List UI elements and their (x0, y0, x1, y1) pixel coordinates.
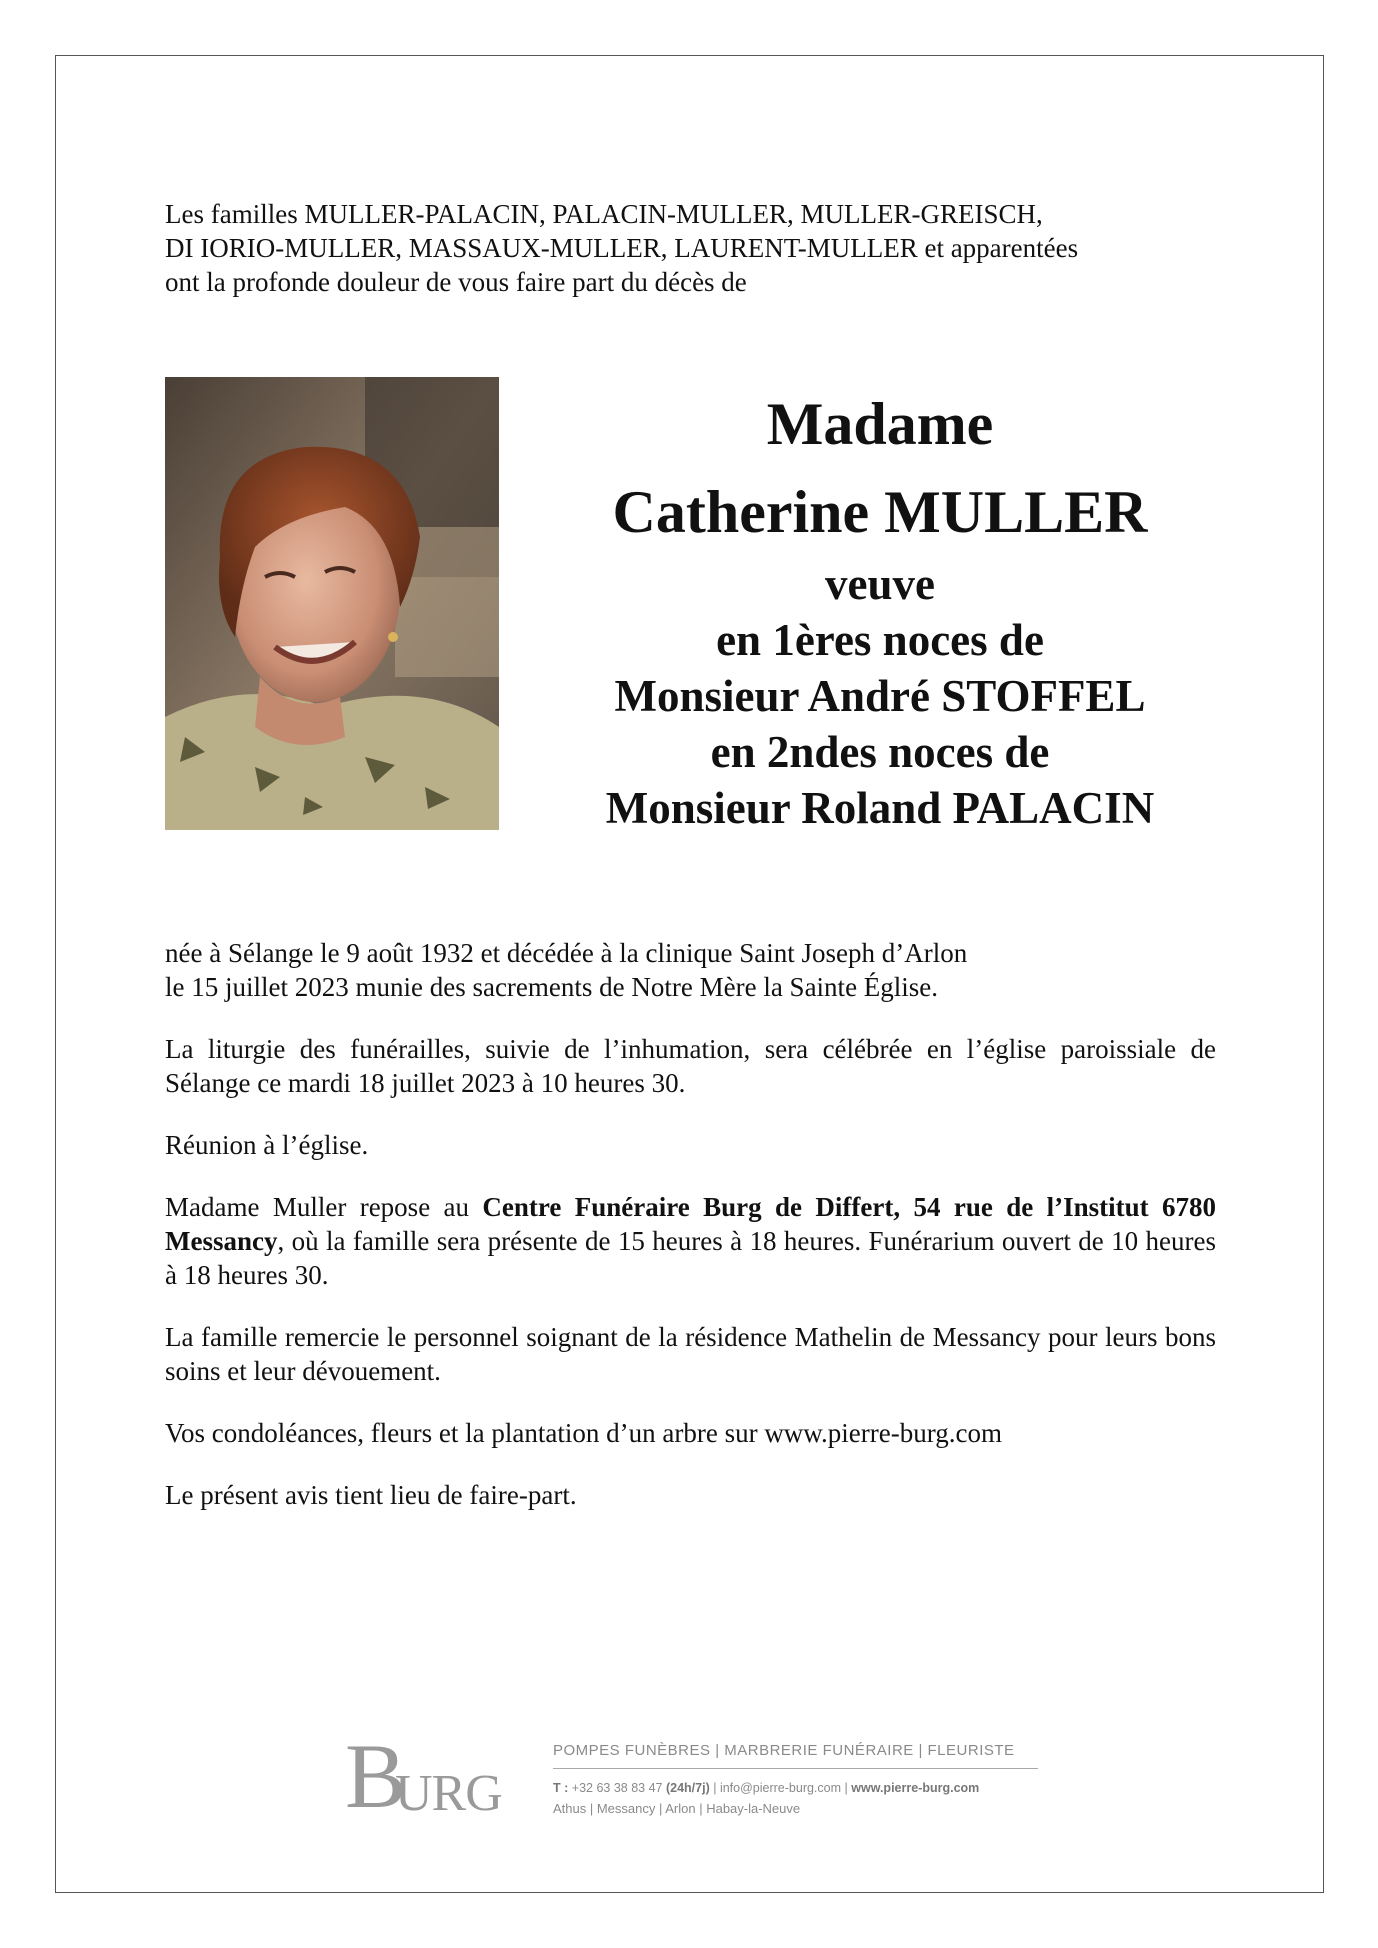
portrait-photo (165, 377, 499, 830)
phone-label: T : (553, 1781, 569, 1795)
services-line: POMPES FUNÈBRES | MARBRERIE FUNÉRAIRE | FLEURISTE (553, 1742, 1038, 1769)
cities-line: Athus | Messancy | Arlon | Habay-la-Neuve (553, 1801, 801, 1816)
email-link[interactable]: info@pierre-burg.com (719, 1781, 842, 1795)
intro-line: Les familles MULLER-PALACIN, PALACIN-MULLER, MULLER-GREISCH, (165, 199, 1043, 229)
logo-letters-urg: URG (395, 1765, 502, 1822)
funeral-home-footer (345, 1725, 1045, 1830)
heading-line: Monsieur André STOFFEL (614, 671, 1146, 721)
intro-line: ont la profonde douleur de vous faire part du décès de (165, 267, 747, 297)
birth-death-paragraph (165, 936, 1216, 1004)
thanks-paragraph: La famille remercie le personnel soignant de la résidence Mathelin de Messancy pour leurs bons soins et leur dévouement. (165, 1322, 1216, 1386)
heading-line: en 1ères noces de (716, 615, 1044, 665)
intro-line: DI IORIO-MULLER, MASSAUX-MULLER, LAURENT-MULLER et apparentées (165, 233, 1079, 263)
heading-line: Monsieur Roland PALACIN (605, 783, 1155, 833)
logo-letter-b: B (345, 1725, 407, 1827)
birth-line: née à Sélange le 9 août 1932 et décédée à la clinique Saint Joseph d’Arlon (165, 938, 968, 968)
phone-number: +32 63 38 83 47 (571, 1781, 663, 1795)
notice-paragraph: Le présent avis tient lieu de faire-part. (165, 1480, 577, 1510)
honorific-title: Madame (766, 391, 994, 457)
condolences-paragraph: Vos condoléances, fleurs et la plantation d’un arbre sur www.pierre-burg.com (165, 1418, 1002, 1448)
liturgy-paragraph: La liturgie des funérailles, suivie de l’inhumation, sera célébrée en l’église paroissiale de Sélange ce mardi 18 juillet 2023 à 10 heures 30. (165, 1034, 1216, 1098)
phone-hours: (24h/7j) (665, 1781, 710, 1795)
contact-line (553, 1781, 1038, 1795)
funeral-center-address: Centre Funéraire Burg de Differt, 54 rue de l’Institut 6780 Messancy (165, 1192, 1216, 1256)
reunion-paragraph: Réunion à l’église. (165, 1130, 369, 1160)
deceased-heading (520, 380, 1240, 836)
notice-body (165, 936, 1216, 1540)
burg-logo (345, 1725, 515, 1830)
deceased-name: Catherine MULLER (612, 479, 1148, 545)
footer-info (553, 1742, 1038, 1816)
repose-details: , où la famille sera présente de 15 heures à 18 heures. Funérarium ouvert de 10 heures à 18 heures 30. (165, 1226, 1216, 1290)
separator: | (713, 1781, 720, 1795)
portrait-illustration (165, 377, 499, 830)
heading-line: veuve (825, 559, 935, 609)
website-link[interactable]: www.pierre-burg.com (851, 1781, 980, 1795)
death-line: le 15 juillet 2023 munie des sacrements de Notre Mère la Sainte Église. (165, 972, 939, 1002)
repose-intro: Madame Muller repose au (165, 1192, 483, 1222)
heading-line: en 2ndes noces de (710, 727, 1050, 777)
intro-paragraph (165, 197, 1225, 299)
repose-paragraph (165, 1190, 1216, 1292)
separator: | (844, 1781, 852, 1795)
